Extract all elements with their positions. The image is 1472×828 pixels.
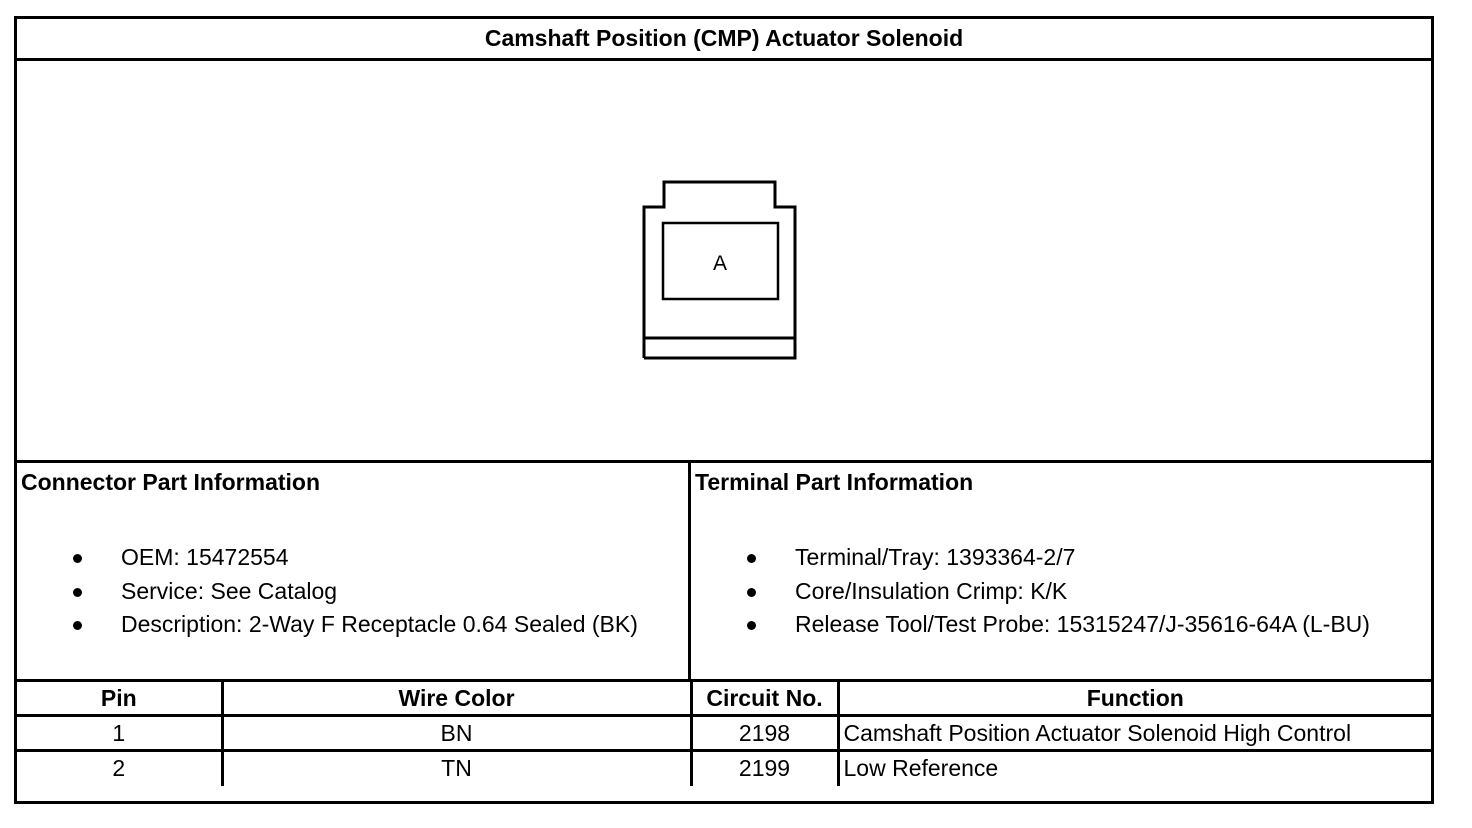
connector-info-heading: Connector Part Information — [21, 469, 321, 495]
circuit-cell: 2198 — [691, 716, 838, 751]
table-header-row — [17, 681, 1431, 716]
terminal-info-heading: Terminal Part Information — [695, 469, 974, 495]
terminal-part-info — [691, 463, 1431, 682]
column-header-function: Function — [838, 681, 1431, 716]
list-item: Release Tool/Test Probe: 15315247/J-35616-64A (L-BU) — [747, 608, 1370, 642]
table-row — [17, 716, 1431, 751]
function-cell: Camshaft Position Actuator Solenoid High Control — [838, 716, 1431, 751]
function-cell: Low Reference — [838, 751, 1431, 786]
column-header-wire-color: Wire Color — [222, 681, 691, 716]
pin-table — [17, 679, 1431, 786]
list-item: Core/Insulation Crimp: K/K — [747, 575, 1370, 609]
column-header-pin: Pin — [17, 681, 222, 716]
column-header-circuit-no: Circuit No. — [691, 681, 838, 716]
terminal-info-list — [747, 541, 1370, 642]
list-item: Service: See Catalog — [73, 575, 638, 609]
list-item: OEM: 15472554 — [73, 541, 638, 575]
connector-sheet — [14, 16, 1434, 804]
page-title: Camshaft Position (CMP) Actuator Solenoid — [17, 19, 1431, 61]
list-item: Description: 2-Way F Receptacle 0.64 Sealed (BK) — [73, 608, 638, 642]
wire-color-cell: TN — [222, 751, 691, 786]
cavity-label: A — [712, 252, 728, 275]
connector-part-info — [17, 463, 691, 682]
connector-info-list — [73, 541, 638, 642]
connector-face-drawing — [17, 61, 1431, 463]
circuit-cell: 2199 — [691, 751, 838, 786]
list-item: Terminal/Tray: 1393364-2/7 — [747, 541, 1370, 575]
wire-color-cell: BN — [222, 716, 691, 751]
table-row — [17, 751, 1431, 786]
pin-cell: 2 — [17, 751, 222, 786]
connector-diagram — [17, 61, 1431, 463]
pin-cell: 1 — [17, 716, 222, 751]
